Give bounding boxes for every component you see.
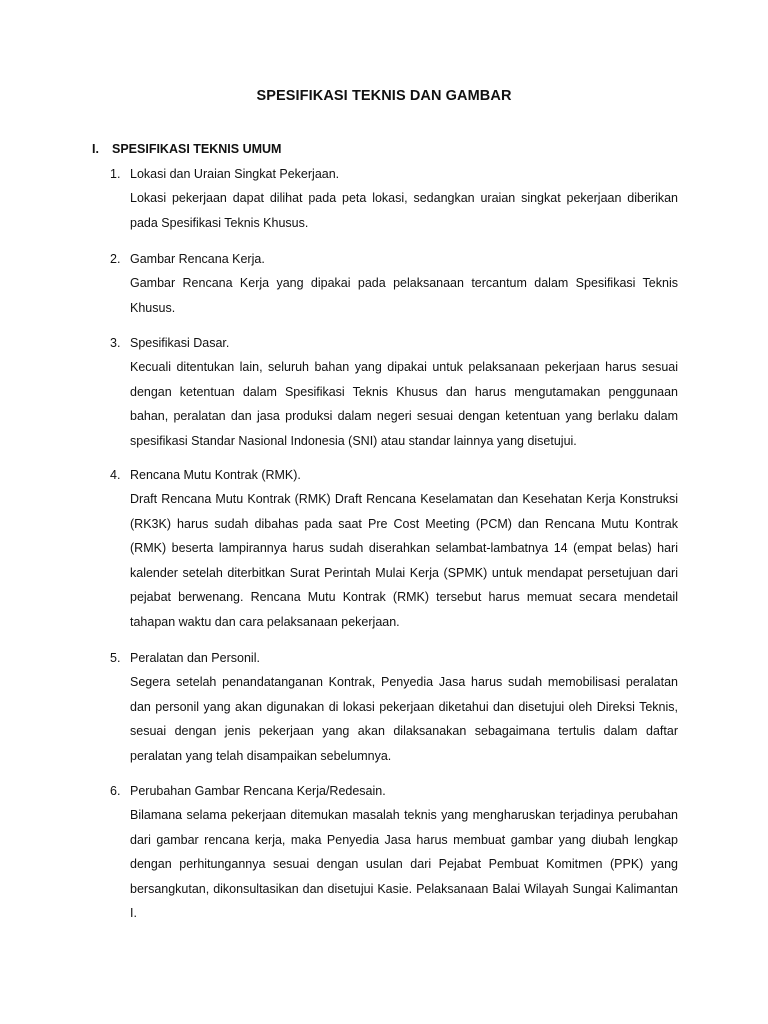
item-body: Lokasi pekerjaan dapat dilihat pada peta lokasi, sedangkan uraian singkat pekerjaan diberikan pada Spesifikasi Teknis Khusus.: [130, 191, 678, 230]
item-number: 4.: [110, 468, 121, 482]
item-title-text: Peralatan dan Personil.: [130, 651, 260, 665]
item-title-text: Rencana Mutu Kontrak (RMK).: [130, 468, 301, 482]
section-number: I.: [92, 142, 99, 156]
item-number: 2.: [110, 252, 121, 266]
item-title: [110, 463, 678, 487]
item-number: 3.: [110, 336, 121, 350]
section-title: SPESIFIKASI TEKNIS UMUM: [112, 142, 282, 156]
list-item-lokasi: [110, 162, 678, 235]
item-body: Draft Rencana Mutu Kontrak (RMK) Draft Rencana Keselamatan dan Kesehatan Kerja Konstruksi (RK3K) harus sudah dibahas pada saat Pre Cost Meeting (PCM) dan Rencana Mutu Kontrak (RMK) beserta lampirannya harus sudah diserahkan selambat-lambatnya 14 (empat belas) hari kalender setelah diterbitkan Surat Perintah Mulai Kerja (SPMK) untuk mendapat persetujuan dari pejabat berwenang. Rencana Mutu Kontrak (RMK) tersebut harus memuat secara mendetail tahapan waktu dan cara pelaksanaan pekerjaan.: [130, 492, 678, 629]
item-title-text: Perubahan Gambar Rencana Kerja/Redesain.: [130, 784, 386, 798]
document-title: SPESIFIKASI TEKNIS DAN GAMBAR: [256, 88, 512, 104]
item-title: [110, 779, 678, 803]
item-body: Kecuali ditentukan lain, seluruh bahan yang dipakai untuk pelaksanaan pekerjaan harus sesuai dengan ketentuan dalam Spesifikasi Teknis Khusus dan harus mengutamakan penggunaan bahan, peralatan dan jasa produksi dalam negeri sesuai dengan ketentuan yang berlaku dalam spesifikasi Standar Nasional Indonesia (SNI) atau standar lainnya yang disetujui.: [130, 360, 678, 448]
list-item-perubahan-gambar: [110, 779, 678, 926]
item-body: Segera setelah penandatanganan Kontrak, Penyedia Jasa harus sudah memobilisasi peralatan dan personil yang akan digunakan di lokasi pekerjaan diketahui dan disetujui oleh Direksi Teknis, sesuai dengan jenis pekerjaan yang akan dilaksanakan sebagaimana tertulis dalam daftar peralatan yang telah disampaikan sebelumnya.: [130, 675, 678, 763]
item-title-text: Lokasi dan Uraian Singkat Pekerjaan.: [130, 167, 340, 181]
item-body: Gambar Rencana Kerja yang dipakai pada pelaksanaan tercantum dalam Spesifikasi Teknis Khusus.: [130, 276, 678, 315]
item-number: 5.: [110, 651, 121, 665]
item-title: [110, 247, 678, 271]
list-item-rencana-mutu: [110, 463, 678, 634]
item-title-text: Gambar Rencana Kerja.: [130, 252, 265, 266]
list-item-peralatan: [110, 646, 678, 768]
item-title: [110, 331, 678, 355]
item-title: [110, 646, 678, 670]
item-number: 6.: [110, 784, 121, 798]
item-title-text: Spesifikasi Dasar.: [130, 336, 230, 350]
section-heading: [92, 142, 281, 156]
list-item-gambar-rencana: [110, 247, 678, 320]
item-title: [110, 162, 678, 186]
item-number: 1.: [110, 167, 121, 181]
list-item-spesifikasi-dasar: [110, 331, 678, 453]
item-body: Bilamana selama pekerjaan ditemukan masalah teknis yang mengharuskan terjadinya perubahan dari gambar rencana kerja, maka Penyedia Jasa harus membuat gambar yang diubah lengkap dengan perhitungannya sesuai dengan usulan dari Pejabat Pembuat Komitmen (PPK) yang bersangkutan, dikonsultasikan dan disetujui Kasie. Pelaksanaan Balai Wilayah Sungai Kalimantan I.: [130, 808, 678, 920]
